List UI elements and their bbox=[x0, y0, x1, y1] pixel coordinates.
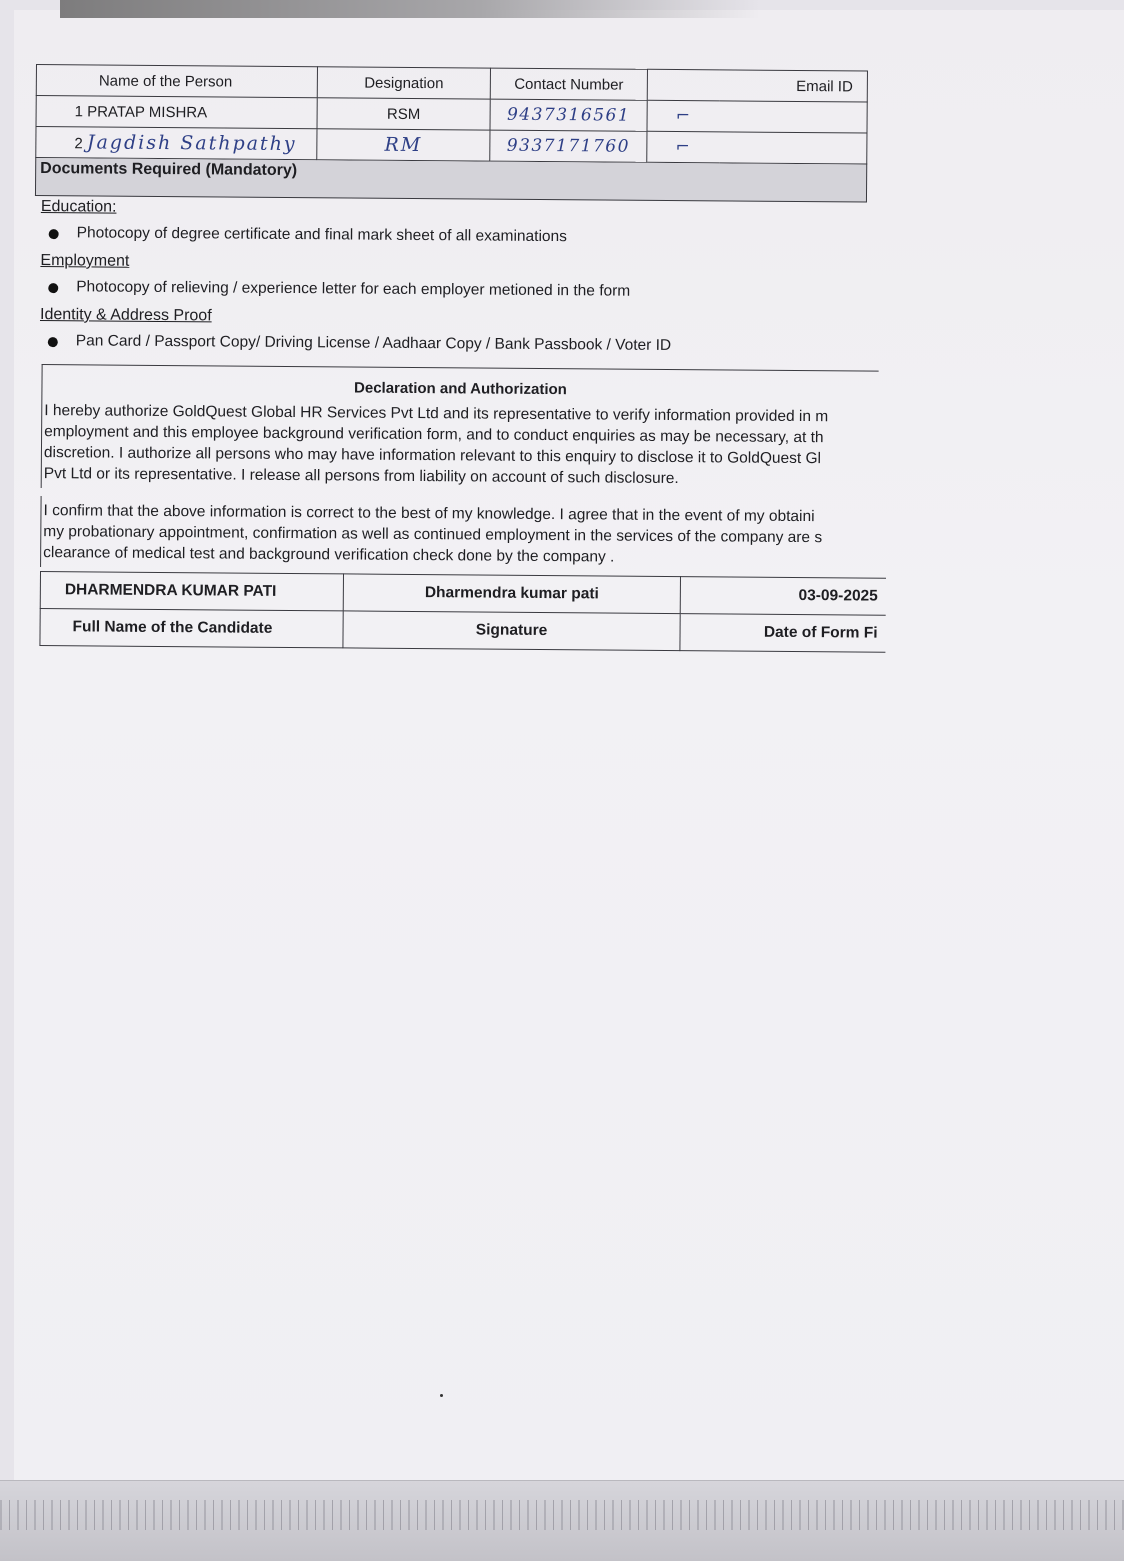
declaration-section bbox=[39, 364, 893, 653]
candidate-name-label: Full Name of the Candidate bbox=[40, 609, 343, 648]
signature-label: Signature bbox=[343, 611, 680, 651]
reference-contacts-table bbox=[35, 64, 868, 165]
row1-email-mark: ⌐ bbox=[647, 100, 720, 132]
signature-table bbox=[39, 571, 886, 653]
candidate-name: DHARMENDRA KUMAR PATI bbox=[40, 572, 343, 611]
paper-speck bbox=[440, 1394, 443, 1397]
employment-title: Employment bbox=[40, 252, 130, 270]
header-contact: Contact Number bbox=[490, 68, 647, 100]
documents-list bbox=[40, 198, 895, 357]
row2-email-mark: ⌐ bbox=[647, 131, 720, 163]
row1-email bbox=[719, 101, 867, 133]
page-shadow bbox=[60, 0, 760, 18]
signature-labels-row bbox=[40, 609, 886, 653]
paragraph-line: employment and this employee background verification form, and to conduct enquiries as may be necessary, at th bbox=[44, 423, 824, 447]
bullet-icon bbox=[49, 229, 59, 239]
row2-name: Jagdish Sathpathy bbox=[86, 131, 297, 156]
declaration-paragraph-1 bbox=[41, 396, 885, 495]
form-date: 03-09-2025 bbox=[680, 577, 886, 616]
row2-email bbox=[719, 132, 867, 164]
paragraph-line: clearance of medical test and background verification check done by the company . bbox=[43, 544, 615, 566]
identity-item: Pan Card / Passport Copy/ Driving License / Aadhaar Copy / Bank Passbook / Voter ID bbox=[75, 332, 672, 354]
paragraph-line: my probationary appointment, confirmation as well as continued employment in the services of the company are s bbox=[43, 523, 823, 547]
row2-designation: RM bbox=[317, 129, 490, 161]
row1-designation: RSM bbox=[317, 98, 490, 130]
row2-name-cell bbox=[36, 127, 317, 160]
date-label: Date of Form Fi bbox=[680, 614, 886, 653]
list-item bbox=[48, 278, 894, 303]
paragraph-line: discretion. I authorize all persons who may have information relevant to this enquiry to disclose it to GoldQuest Gl bbox=[43, 444, 822, 468]
education-title: Education: bbox=[40, 198, 117, 216]
page-edge-marks bbox=[0, 1500, 1124, 1530]
list-item bbox=[49, 224, 895, 249]
header-blank bbox=[647, 69, 720, 101]
candidate-signature: Dharmendra kumar pati bbox=[343, 574, 680, 614]
declaration-title: Declaration and Authorization bbox=[41, 364, 878, 403]
documents-heading: Documents Required (Mandatory) bbox=[35, 158, 867, 203]
bullet-icon bbox=[48, 283, 58, 293]
row2-number: 2 bbox=[74, 135, 83, 153]
bullet-icon bbox=[48, 337, 58, 347]
education-item: Photocopy of degree certificate and final mark sheet of all examinations bbox=[76, 224, 567, 246]
paragraph-line: I hereby authorize GoldQuest Global HR Services Pvt Ltd and its representative to verify information provided in m bbox=[44, 402, 829, 426]
paragraph-line: Pvt Ltd or its representative. I release all persons from liability on account of such disclosure. bbox=[43, 465, 679, 488]
identity-title: Identity & Address Proof bbox=[39, 306, 212, 325]
list-item bbox=[48, 332, 894, 357]
header-email: Email ID bbox=[720, 70, 868, 102]
paragraph-line: I confirm that the above information is correct to the best of my knowledge. I agree that in the event of my obtaini bbox=[43, 502, 815, 526]
header-designation: Designation bbox=[317, 67, 490, 99]
form-content bbox=[31, 64, 896, 653]
row1-contact: 9437316561 bbox=[490, 99, 647, 131]
row1-name: 1 PRATAP MISHRA bbox=[36, 96, 317, 129]
declaration-paragraph-2 bbox=[40, 496, 884, 574]
employment-item: Photocopy of relieving / experience letter for each employer metioned in the form bbox=[76, 278, 631, 300]
header-name: Name of the Person bbox=[36, 65, 317, 98]
row2-contact: 9337171760 bbox=[490, 130, 647, 162]
